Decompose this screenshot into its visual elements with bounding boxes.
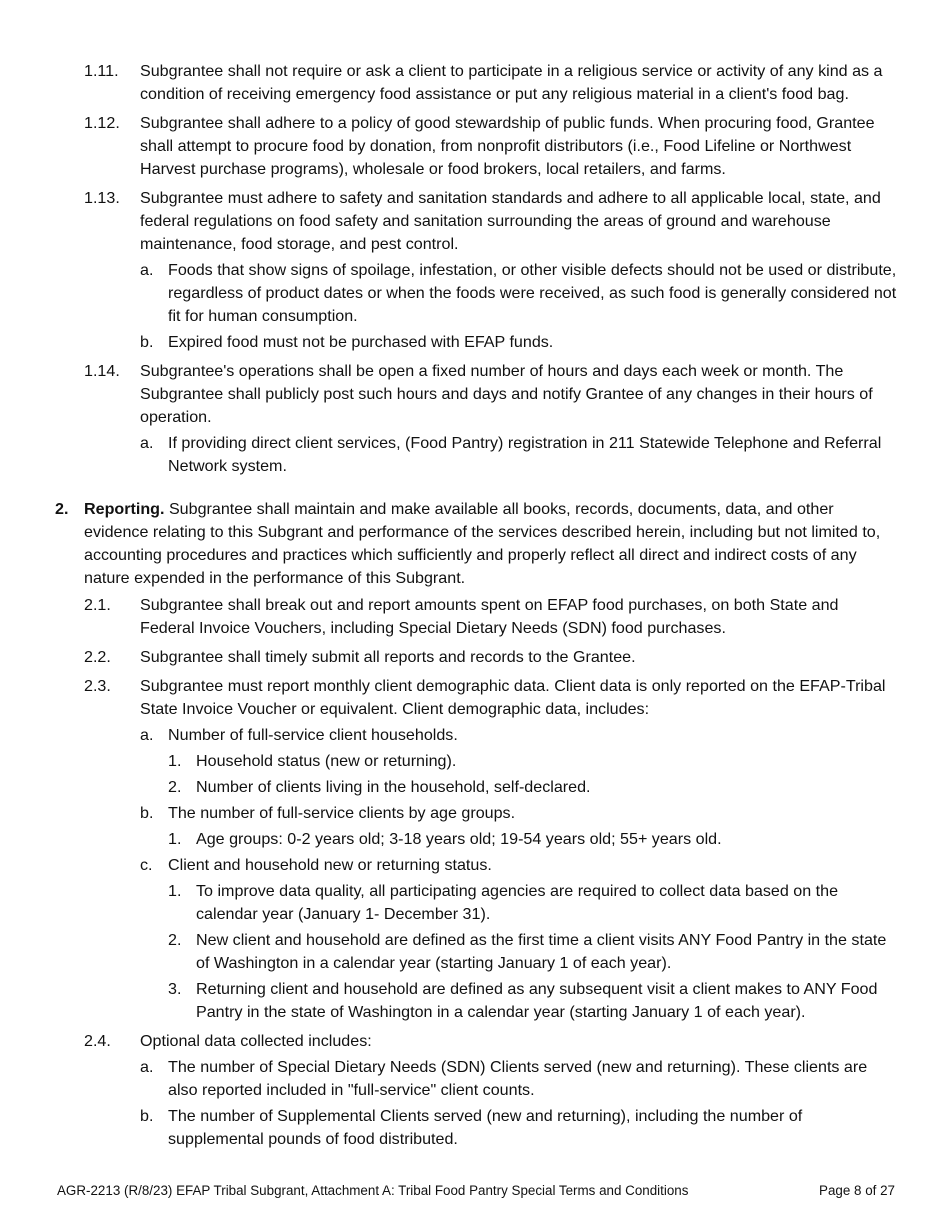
clause-number: 2.2. — [84, 648, 111, 666]
footer-page-number: Page 8 of 27 — [819, 1183, 895, 1198]
clause-number: 1.14. — [84, 362, 120, 380]
section-body: Subgrantee shall maintain and make available all books, records, documents, data, and other evidence relating to this Subgrant and performance of the services described herein, including but not limited to, accounting procedures and practices which sufficiently and properly reflect all direct and indirect costs of any nature expended in the performance of this Subgrant. — [84, 500, 881, 587]
sub-item — [55, 854, 897, 877]
clause-text: Subgrantee shall timely submit all reports and records to the Grantee. — [140, 648, 636, 666]
sub-sub-item-text: Household status (new or returning). — [196, 752, 457, 770]
sub-item-text: Client and household new or returning status. — [168, 856, 492, 874]
clause-text: Optional data collected includes: — [140, 1032, 372, 1050]
sub-item-text: If providing direct client services, (Food Pantry) registration in 211 Statewide Telephone and Referral Network system. — [168, 434, 882, 475]
sub-sub-item-text: Number of clients living in the household, self-declared. — [196, 778, 591, 796]
clause-number: 1.12. — [84, 114, 120, 132]
sub-item-text: The number of Supplemental Clients served (new and returning), including the number of supplemental pounds of food distributed. — [168, 1107, 803, 1148]
sub-item — [55, 724, 897, 747]
clause-number: 2.4. — [84, 1032, 111, 1050]
document-body — [55, 60, 897, 1154]
sub-sub-item — [55, 750, 897, 773]
clause-2-4 — [55, 1030, 897, 1053]
sub-sub-item — [55, 828, 897, 851]
sub-item-letter: a. — [140, 1058, 154, 1076]
sub-item-letter: b. — [140, 804, 154, 822]
sub-sub-item-number: 1. — [168, 830, 182, 848]
sub-sub-item-number: 1. — [168, 882, 182, 900]
sub-sub-item-text: New client and household are defined as the first time a client visits ANY Food Pantry in the state of Washington in a calendar year (starting January 1 of each year). — [196, 931, 887, 972]
sub-item — [55, 259, 897, 328]
sub-item-text: Expired food must not be purchased with EFAP funds. — [168, 333, 554, 351]
sub-item-letter: a. — [140, 261, 154, 279]
clause-text: Subgrantee shall not require or ask a client to participate in a religious service or activity of any kind as a condition of receiving emergency food assistance or put any religious material in a client's food bag. — [140, 62, 883, 103]
sub-sub-item — [55, 929, 897, 975]
sub-item — [55, 802, 897, 825]
sub-item-letter: b. — [140, 333, 154, 351]
sub-item — [55, 432, 897, 478]
sub-item-text: The number of full-service clients by age groups. — [168, 804, 516, 822]
clause-number: 1.13. — [84, 189, 120, 207]
clause-1-12 — [55, 112, 897, 181]
clause-text: Subgrantee must adhere to safety and sanitation standards and adhere to all applicable local, state, and federal regulations on food safety and sanitation surrounding the areas of ground and warehouse maintenance, food storage, and pest control. — [140, 189, 881, 253]
clause-text: Subgrantee's operations shall be open a fixed number of hours and days each week or month. The Subgrantee shall publicly post such hours and days and notify Grantee of any changes in their hours of operation. — [140, 362, 873, 426]
clause-text: Subgrantee must report monthly client demographic data. Client data is only reported on the EFAP-Tribal State Invoice Voucher or equivalent. Client demographic data, includes: — [140, 677, 886, 718]
sub-item-text: The number of Special Dietary Needs (SDN) Clients served (new and returning). These clients are also reported included in "full-service" client counts. — [168, 1058, 868, 1099]
sub-item — [55, 331, 897, 354]
clause-2-3 — [55, 675, 897, 721]
sub-item-letter: a. — [140, 726, 154, 744]
clause-number: 2.1. — [84, 596, 111, 614]
sub-sub-item-text: To improve data quality, all participating agencies are required to collect data based on the calendar year (January 1- December 31). — [196, 882, 839, 923]
clause-text: Subgrantee shall break out and report amounts spent on EFAP food purchases, on both State and Federal Invoice Vouchers, including Special Dietary Needs (SDN) food purchases. — [140, 596, 839, 637]
clause-1-13 — [55, 187, 897, 256]
sub-item — [55, 1105, 897, 1151]
sub-item-text: Number of full-service client households. — [168, 726, 458, 744]
sub-sub-item-number: 1. — [168, 752, 182, 770]
section-number: 2. — [55, 500, 69, 518]
sub-sub-item-number: 2. — [168, 778, 182, 796]
clause-text: Subgrantee shall adhere to a policy of good stewardship of public funds. When procuring food, Grantee shall attempt to procure food by donation, from nonprofit distributors (i.e., Food Lifeline or Northwest Harvest purchase programs), wholesale or food brokers, local retailers, and farms. — [140, 114, 875, 178]
sub-item-letter: b. — [140, 1107, 154, 1125]
sub-sub-item — [55, 776, 897, 799]
section-reporting — [55, 498, 897, 590]
sub-item-letter: c. — [140, 856, 153, 874]
section-title: Reporting. — [84, 500, 165, 518]
footer-document-id: AGR-2213 (R/8/23) EFAP Tribal Subgrant, Attachment A: Tribal Food Pantry Special Terms and Conditions — [57, 1183, 689, 1198]
clause-number: 2.3. — [84, 677, 111, 695]
sub-sub-item-number: 2. — [168, 931, 182, 949]
sub-sub-item-number: 3. — [168, 980, 182, 998]
sub-item-letter: a. — [140, 434, 154, 452]
clause-1-11 — [55, 60, 897, 106]
clause-2-1 — [55, 594, 897, 640]
sub-sub-item — [55, 880, 897, 926]
clause-1-14 — [55, 360, 897, 429]
sub-sub-item-text: Age groups: 0-2 years old; 3-18 years old; 19-54 years old; 55+ years old. — [196, 830, 722, 848]
sub-item — [55, 1056, 897, 1102]
section-text — [84, 498, 897, 590]
sub-item-text: Foods that show signs of spoilage, infestation, or other visible defects should not be used or distribute, regardless of product dates or when the foods were received, as such food is generally considered not fit for human consumption. — [168, 261, 897, 325]
clause-2-2 — [55, 646, 897, 669]
page-footer — [57, 1182, 895, 1200]
sub-sub-item-text: Returning client and household are defined as any subsequent visit a client makes to ANY Food Pantry in the state of Washington in a calendar year (starting January 1 of each year). — [196, 980, 878, 1021]
clause-number: 1.11. — [84, 62, 119, 80]
sub-sub-item — [55, 978, 897, 1024]
